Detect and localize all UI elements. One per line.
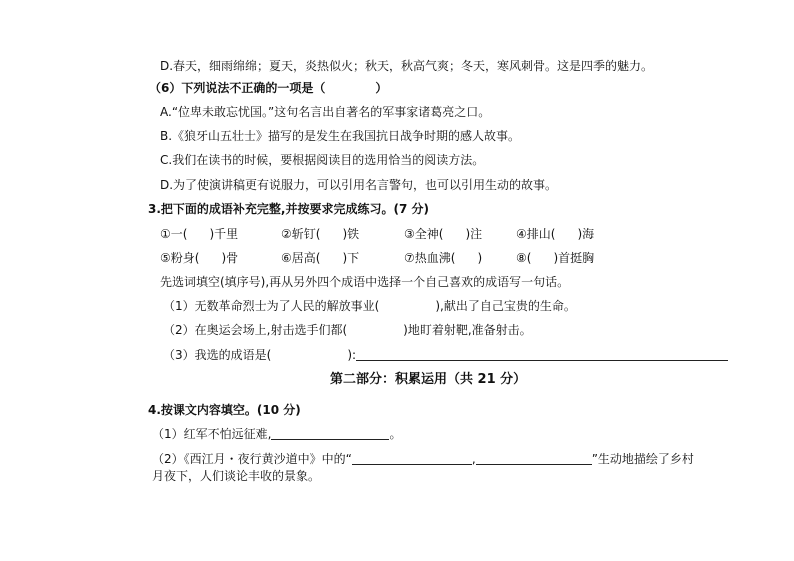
idiom-row-1 xyxy=(160,226,620,242)
idiom-6-end: )下 xyxy=(342,251,360,265)
q4-l1-blank[interactable] xyxy=(271,427,389,440)
q3-s3-prefix: （3）我选的成语是( xyxy=(163,348,272,362)
q3-sentence-3 xyxy=(163,347,728,363)
q4-l1-suffix: 。 xyxy=(389,427,402,441)
idiom-8-start: ⑧( xyxy=(516,251,532,265)
idiom-8 xyxy=(516,250,594,266)
idiom-7-end: ) xyxy=(477,251,483,265)
idiom-7 xyxy=(404,250,482,266)
q3-s3-suffix: ): xyxy=(347,348,357,362)
q6-option-c: C.我们在读书的时候，要根据阅读目的选用恰当的阅读方法。 xyxy=(160,153,485,167)
q3-s2-suffix: )地盯着射靶,准备射击。 xyxy=(403,323,532,337)
idiom-3 xyxy=(404,226,482,242)
q3-s1-prefix: （1）无数革命烈士为了人民的解放事业( xyxy=(163,299,380,313)
idiom-6 xyxy=(281,250,359,266)
idiom-2-start: ②斩钉( xyxy=(281,227,321,241)
q4-l2-blank-2[interactable] xyxy=(476,452,592,465)
q3-sentence-2 xyxy=(163,322,532,338)
q6-option-b: B.《狼牙山五壮士》描写的是发生在我国抗日战争时期的感人故事。 xyxy=(160,129,521,143)
q4-l2-blank-1[interactable] xyxy=(352,452,472,465)
idiom-3-start: ③全神( xyxy=(404,227,444,241)
q4-l1-prefix: （1）红军不怕远征难, xyxy=(152,427,272,441)
q4-l2-suffix: ”生动地描绘了乡村 xyxy=(591,452,694,466)
idiom-1-start: ①一( xyxy=(160,227,188,241)
q4-l2-mid: , xyxy=(471,452,476,466)
idiom-4-end: )海 xyxy=(577,227,595,241)
q4-title: 4.按课文内容填空。(10 分) xyxy=(148,403,301,417)
q6-stem-prefix: （6）下列说法不正确的一项是（ xyxy=(149,81,326,95)
idiom-2-end: )铁 xyxy=(342,227,360,241)
idiom-4-start: ④排山( xyxy=(516,227,556,241)
idiom-1-end: )千里 xyxy=(209,227,239,241)
q6-option-d: D.为了使演讲稿更有说服力，可以引用名言警句，也可以引用生动的故事。 xyxy=(160,178,558,192)
q3-sentence-1 xyxy=(163,298,576,314)
idiom-7-start: ⑦热血沸( xyxy=(404,251,456,265)
q3-s3-answer-line[interactable] xyxy=(356,348,728,361)
idiom-6-start: ⑥居高( xyxy=(281,251,321,265)
idiom-3-end: )注 xyxy=(465,227,483,241)
q6-option-a: A.“位卑未敢忘忧国。”这句名言出自著名的军事家诸葛亮之口。 xyxy=(160,105,491,119)
q3-title: 3.把下面的成语补充完整,并按要求完成练习。(7 分) xyxy=(148,202,429,216)
q6-stem-suffix: ） xyxy=(375,81,388,95)
q4-line-2 xyxy=(152,451,694,467)
q3-s2-prefix: （2）在奥运会场上,射击选手们都( xyxy=(163,323,348,337)
idiom-8-end: )首挺胸 xyxy=(553,251,595,265)
q4-line-3: 月夜下，人们谈论丰收的景象。 xyxy=(152,469,321,483)
idiom-2 xyxy=(281,226,359,242)
q3-s1-suffix: ),献出了自己宝贵的生命。 xyxy=(435,299,576,313)
idiom-row-2 xyxy=(160,250,620,266)
idiom-5 xyxy=(160,250,238,266)
part2-title: 第二部分：积累运用（共 21 分） xyxy=(330,372,527,387)
idiom-1 xyxy=(160,226,238,242)
q4-l2-prefix: （2）《西江月・夜行黄沙道中》中的“ xyxy=(152,452,352,466)
q6-stem xyxy=(149,80,387,96)
q5-option-d: D.春天，细雨绵绵；夏天，炎热似火；秋天，秋高气爽；冬天，寒风刺骨。这是四季的魅力。 xyxy=(160,59,654,73)
idiom-5-start: ⑤粉身( xyxy=(160,251,200,265)
idiom-4 xyxy=(516,226,594,242)
q3-instruction: 先选词填空(填序号),再从另外四个成语中选择一个自己喜欢的成语写一句话。 xyxy=(160,275,570,289)
idiom-5-end: )骨 xyxy=(221,251,239,265)
q4-line-1 xyxy=(152,426,401,442)
